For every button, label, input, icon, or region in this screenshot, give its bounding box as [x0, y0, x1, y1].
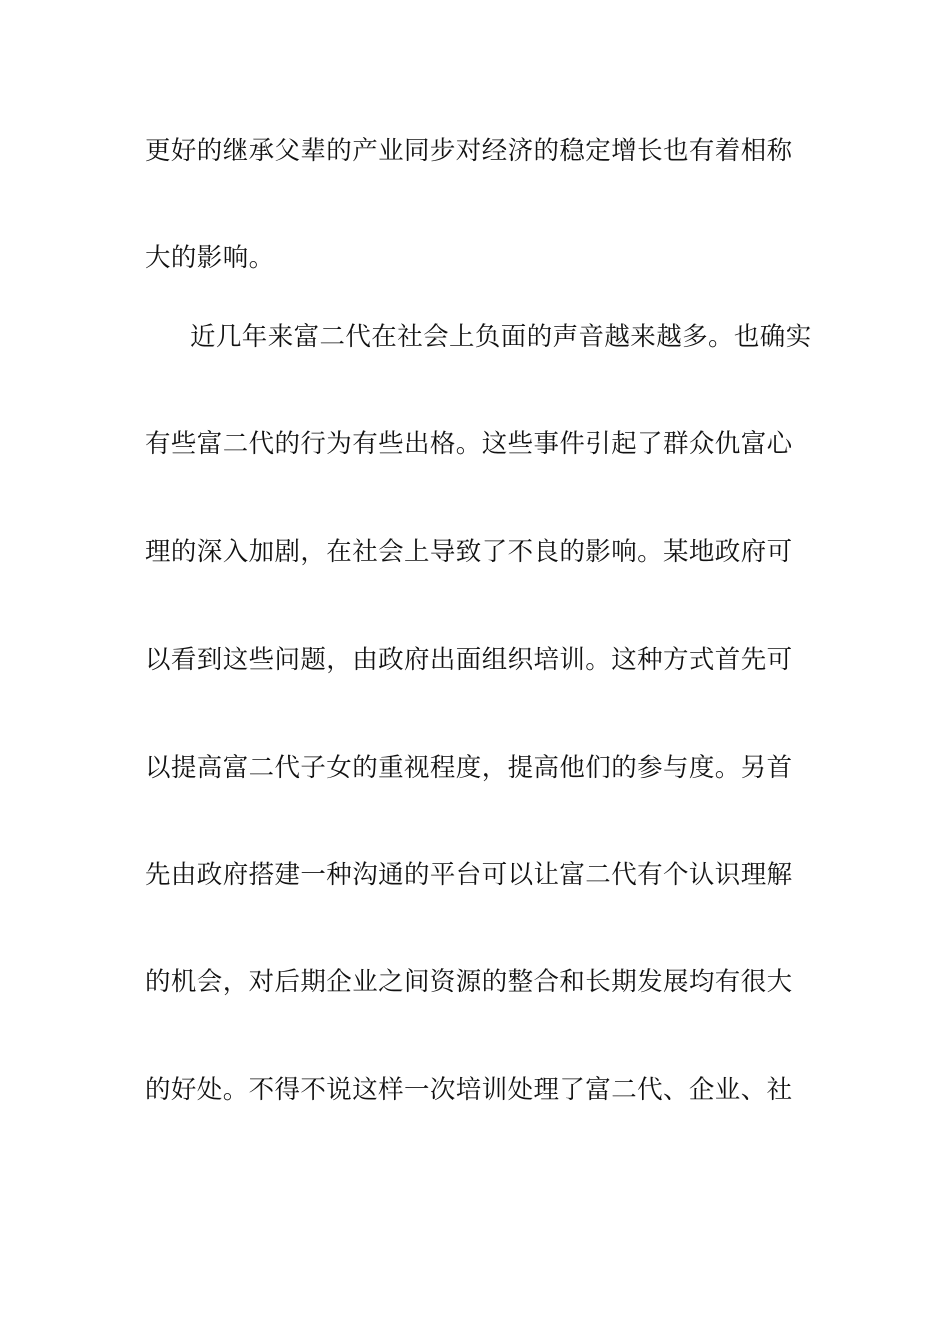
paragraph-line: 近几年来富二代在社会上负面的声音越来越多。也确实 — [190, 322, 812, 352]
paragraph-line: 更好的继承父辈的产业同步对经济的稳定增长也有着相称 — [145, 136, 793, 166]
paragraph-line: 以提高富二代子女的重视程度，提高他们的参与度。另首 — [145, 753, 793, 783]
paragraph-line: 的机会，对后期企业之间资源的整合和长期发展均有很大 — [145, 967, 793, 997]
paragraph-line: 理的深入加剧，在社会上导致了不良的影响。某地政府可 — [145, 537, 793, 567]
paragraph-line: 有些富二代的行为有些出格。这些事件引起了群众仇富心 — [145, 429, 793, 459]
paragraph-line: 的好处。不得不说这样一次培训处理了富二代、企业、社 — [145, 1075, 793, 1105]
paragraph-line: 以看到这些问题，由政府出面组织培训。这种方式首先可 — [145, 645, 793, 675]
paragraph-line: 大的影响。 — [145, 243, 275, 273]
paragraph-line: 先由政府搭建一种沟通的平台可以让富二代有个认识理解 — [145, 860, 793, 890]
